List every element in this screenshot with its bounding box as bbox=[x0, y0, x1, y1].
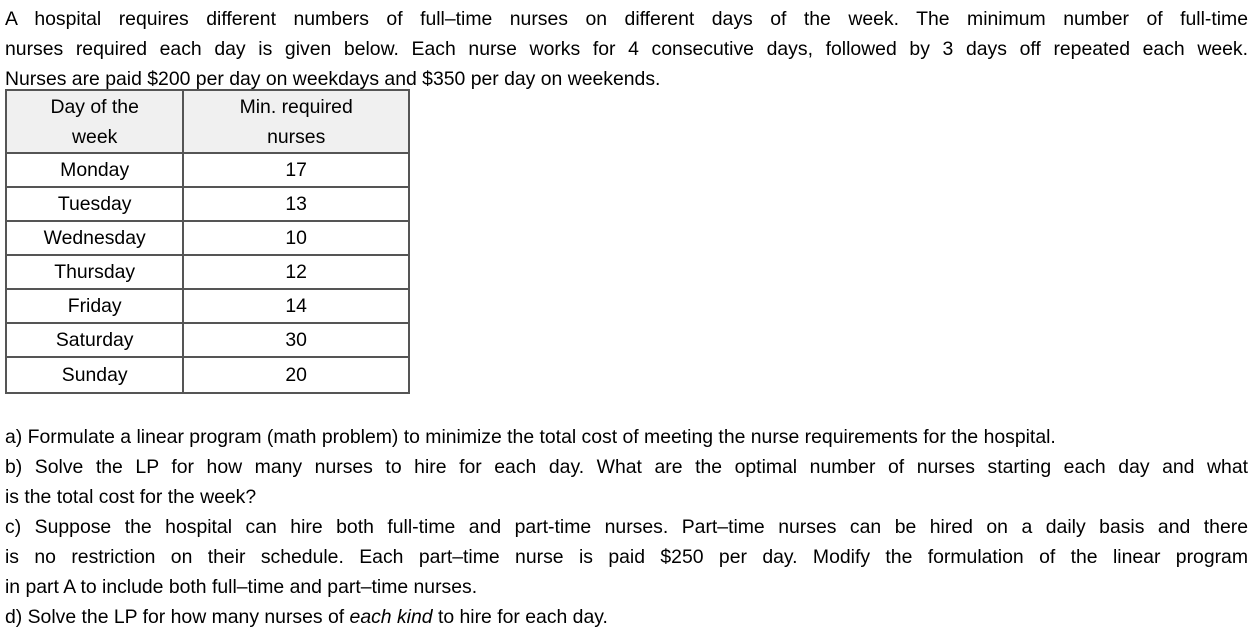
min-required-cell: 20 bbox=[183, 357, 409, 393]
day-cell: Monday bbox=[6, 153, 183, 187]
question-b-line-1: b) Solve the LP for how many nurses to hire for each day. What are the optimal number of nurses starting each day and what bbox=[5, 456, 1248, 478]
min-required-cell: 10 bbox=[183, 221, 409, 255]
question-d-prefix: d) Solve the LP for how many nurses of bbox=[5, 606, 350, 628]
table-row bbox=[6, 357, 409, 393]
header-day-of-week bbox=[6, 90, 183, 153]
day-cell: Saturday bbox=[6, 323, 183, 357]
header-min-required bbox=[183, 90, 409, 153]
question-d bbox=[5, 602, 1248, 632]
day-cell: Tuesday bbox=[6, 187, 183, 221]
intro-line-1: A hospital requires different numbers of full–time nurses on different days of the week. The minimum number of full-time bbox=[5, 8, 1248, 30]
table-row bbox=[6, 255, 409, 289]
header-min-line-1: Min. required bbox=[239, 95, 353, 118]
question-d-suffix: to hire for each day. bbox=[432, 606, 608, 628]
nurse-requirements-table bbox=[5, 89, 410, 394]
table-row bbox=[6, 153, 409, 187]
question-d-emphasis: each kind bbox=[349, 606, 433, 628]
min-required-cell: 13 bbox=[183, 187, 409, 221]
question-c-line-1: c) Suppose the hospital can hire both full-time and part-time nurses. Part–time nurses can be hired on a daily basis and there bbox=[5, 516, 1248, 538]
question-b-line-2: is the total cost for the week? bbox=[5, 486, 257, 508]
header-day-line-1: Day of the bbox=[50, 95, 139, 118]
question-c-line-3: in part A to include both full–time and part–time nurses. bbox=[5, 576, 478, 598]
table-row bbox=[6, 187, 409, 221]
questions-block bbox=[5, 422, 1248, 632]
table-row bbox=[6, 323, 409, 357]
min-required-cell: 14 bbox=[183, 289, 409, 323]
table-header-row bbox=[6, 90, 409, 153]
day-cell: Friday bbox=[6, 289, 183, 323]
table-row bbox=[6, 221, 409, 255]
day-cell: Thursday bbox=[6, 255, 183, 289]
min-required-cell: 17 bbox=[183, 153, 409, 187]
day-cell: Sunday bbox=[6, 357, 183, 393]
intro-line-2: nurses required each day is given below. Each nurse works for 4 consecutive days, followed by 3 days off repeated each week. bbox=[5, 38, 1248, 60]
question-a: a) Formulate a linear program (math problem) to minimize the total cost of meeting the nurse requirements for the hospital. bbox=[5, 426, 1056, 448]
day-cell: Wednesday bbox=[6, 221, 183, 255]
table-row bbox=[6, 289, 409, 323]
min-required-cell: 12 bbox=[183, 255, 409, 289]
problem-intro bbox=[5, 4, 1248, 94]
header-day-line-2: week bbox=[72, 125, 118, 148]
question-c-line-2: is no restriction on their schedule. Each part–time nurse is paid $250 per day. Modify the formulation of the linear program bbox=[5, 546, 1248, 568]
intro-line-3: Nurses are paid $200 per day on weekdays and $350 per day on weekends. bbox=[5, 68, 661, 90]
min-required-cell: 30 bbox=[183, 323, 409, 357]
header-min-line-2: nurses bbox=[267, 125, 326, 148]
